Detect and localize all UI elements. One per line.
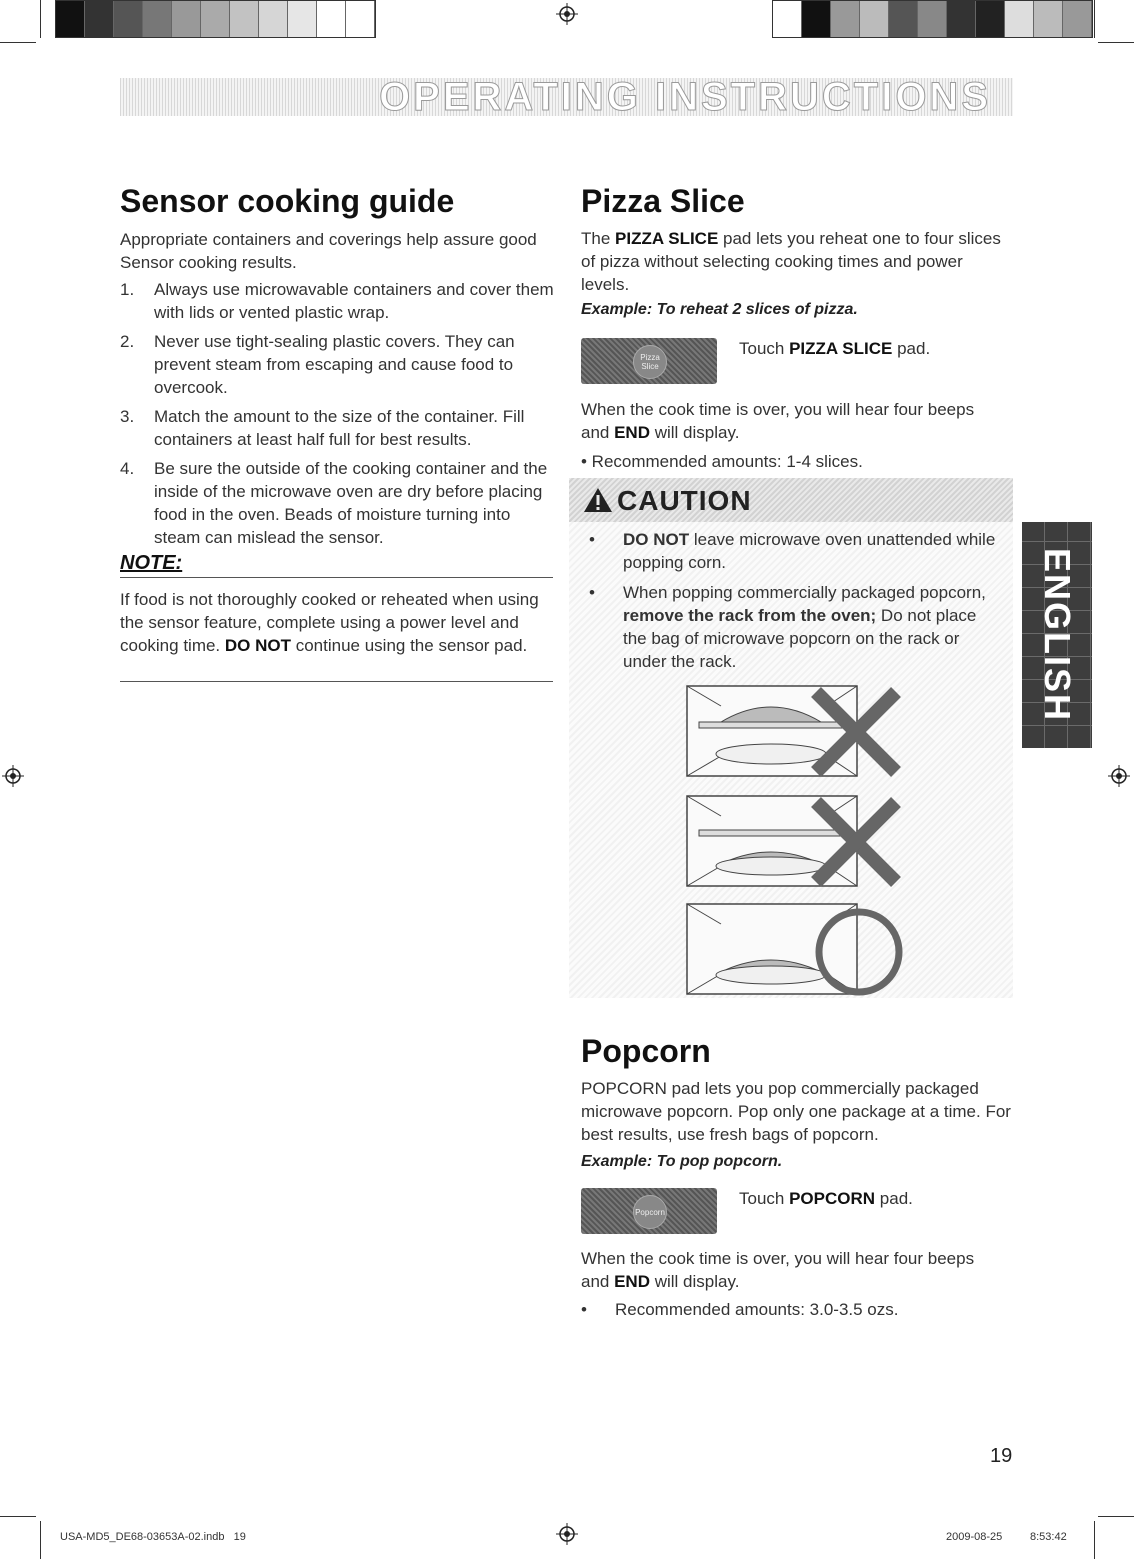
- popcorn-pad: [581, 1188, 717, 1234]
- language-tab: [1022, 522, 1092, 748]
- color-swatch-bar-right: [772, 0, 1093, 38]
- popcorn-touch-instruction: Touch POPCORN pad.: [739, 1189, 913, 1208]
- popcorn-intro: POPCORN pad lets you pop commercially packaged microwave popcorn. Pop only one package at a time. For best results, use fresh bags of popcorn.: [581, 1079, 1011, 1144]
- crop-mark: [0, 1516, 36, 1517]
- caution-box: [569, 478, 1013, 998]
- note-heading: NOTE:: [120, 552, 553, 578]
- pizza-slice-pad: [581, 338, 717, 384]
- popcorn-correct-illustration: [681, 900, 921, 1000]
- popcorn-on-rack-illustration: [681, 682, 921, 782]
- popcorn-pad-label: Popcorn: [633, 1195, 667, 1229]
- crop-mark: [1094, 0, 1095, 38]
- page-number: 19: [990, 1445, 1013, 1467]
- list-item: 2. Never use tight-sealing plastic covers. They can prevent steam from escaping and cause food to overcook.: [120, 332, 515, 397]
- footer-time: 8:53:42: [1030, 1531, 1067, 1543]
- footer-file-name: USA-MD5_DE68-03653A-02.indb 19: [60, 1531, 246, 1543]
- pizza-intro: The PIZZA SLICE pad lets you reheat one to four slices of pizza without selecting cooking times and power levels.: [581, 229, 1001, 294]
- popcorn-example: Example: To pop popcorn.: [581, 1153, 783, 1170]
- list-item: 3. Match the amount to the size of the container. Fill containers at least half full for best results.: [120, 407, 525, 449]
- crop-mark: [1094, 1521, 1095, 1559]
- pizza-result: When the cook time is over, you will hear four beeps and END will display.: [581, 400, 975, 442]
- popcorn-under-rack-illustration: [681, 792, 921, 892]
- caution-title: CAUTION: [617, 485, 752, 516]
- pizza-example: Example: To reheat 2 slices of pizza.: [581, 301, 858, 318]
- language-tab-label: ENGLISH: [1037, 547, 1078, 723]
- banner-title: OPERATING INSTRUCTIONS: [379, 75, 991, 119]
- section-banner: [120, 75, 1013, 119]
- note-body: If food is not thoroughly cooked or reheated when using the sensor feature, complete using a power level and cooking time. DO NOT continue using the sensor pad.: [120, 590, 539, 655]
- popcorn-recommended: • Recommended amounts: 3.0-3.5 ozs.: [581, 1300, 899, 1319]
- footer-date: 2009-08-25: [946, 1531, 1003, 1543]
- list-item: 4. Be sure the outside of the cooking container and the inside of the microwave oven are dry before placing food in the oven. Beads of moisture turning into steam can mislead the sensor.: [120, 459, 548, 547]
- pizza-heading: Pizza Slice: [581, 183, 745, 219]
- crop-mark: [1098, 1516, 1134, 1517]
- sensor-guide-intro: Appropriate containers and coverings help assure good Sensor cooking results.: [120, 230, 537, 272]
- note-bottom-rule: [120, 681, 553, 682]
- crop-mark: [1098, 42, 1134, 43]
- list-item: • DO NOT leave microwave oven unattended while popping corn.: [589, 530, 996, 572]
- registration-mark-icon: [556, 3, 578, 25]
- crop-mark: [40, 0, 41, 38]
- color-swatch-bar-left: [55, 0, 376, 38]
- pizza-touch-instruction: Touch PIZZA SLICE pad.: [739, 339, 931, 358]
- sensor-guide-heading: Sensor cooking guide: [120, 183, 455, 219]
- popcorn-heading: Popcorn: [581, 1033, 711, 1069]
- registration-mark-icon: [2, 765, 24, 787]
- caution-header: [569, 478, 1013, 522]
- list-item: • When popping commercially packaged popcorn, remove the rack from the oven; Do not place the bag of microwave popcorn on the rack or under the rack.: [589, 583, 986, 671]
- list-item: 1. Always use microwavable containers and cover them with lids or vented plastic wrap.: [120, 280, 554, 322]
- pizza-slice-pad-label: Pizza Slice: [633, 345, 667, 379]
- pizza-recommended: • Recommended amounts: 1-4 slices.: [581, 452, 863, 471]
- sensor-guide-list: [120, 278, 555, 555]
- registration-mark-icon: [556, 1523, 578, 1545]
- crop-mark: [0, 42, 36, 43]
- warning-triangle-icon: [583, 486, 613, 514]
- caution-list: [569, 528, 999, 680]
- popcorn-result: When the cook time is over, you will hear four beeps and END will display.: [581, 1249, 975, 1291]
- crop-mark: [40, 1521, 41, 1559]
- registration-mark-icon: [1108, 765, 1130, 787]
